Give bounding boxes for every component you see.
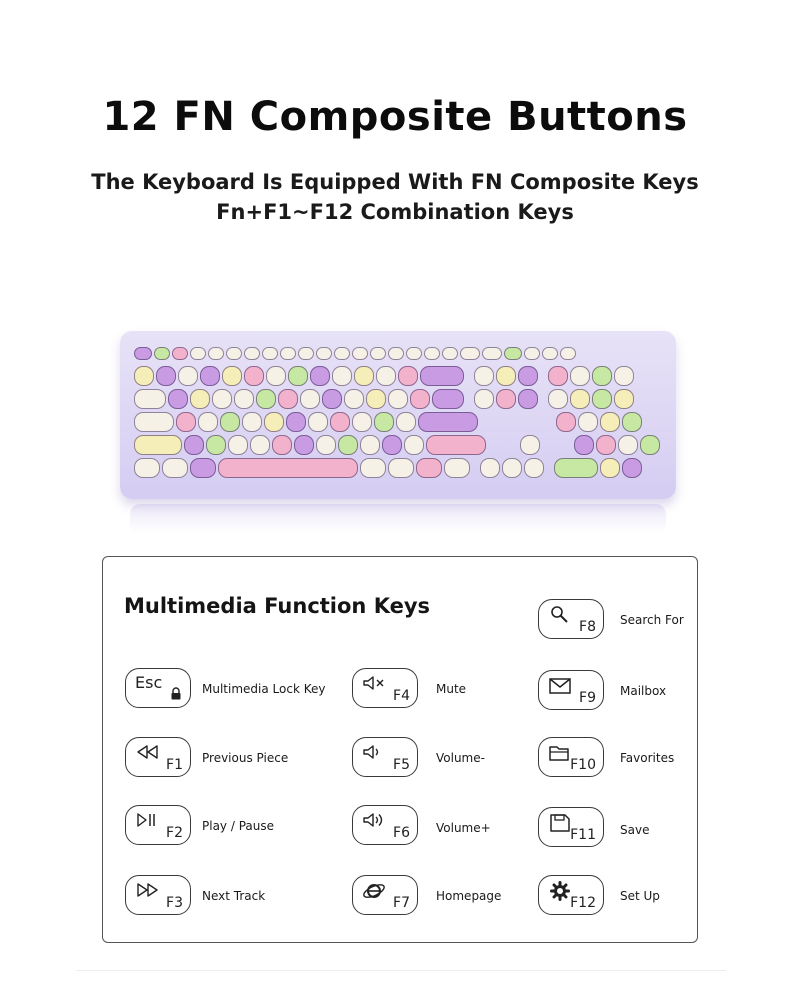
keyboard-key <box>244 366 264 386</box>
volume-down-icon <box>361 742 389 764</box>
keyboard-key <box>280 347 296 360</box>
keyboard-key <box>298 347 314 360</box>
f1-key-code: F1 <box>166 757 183 773</box>
keyboard-key <box>388 347 404 360</box>
keyboard-key <box>460 347 480 360</box>
keyboard-key <box>366 389 386 409</box>
label-f1: Previous Piece <box>202 751 289 765</box>
keyboard-key <box>330 412 350 432</box>
keyboard-key <box>288 366 308 386</box>
key-gap <box>540 366 546 386</box>
keyboard-key <box>200 366 220 386</box>
keyboard-key <box>480 458 500 478</box>
keyboard-key <box>134 458 160 478</box>
f3-key-illustration <box>125 875 191 915</box>
play-pause-icon <box>134 810 162 832</box>
keyboard-key <box>262 347 278 360</box>
keyboard-key <box>206 435 226 455</box>
keyboard-key <box>198 412 218 432</box>
keyboard-key <box>524 458 544 478</box>
keyboard-key <box>418 412 478 432</box>
keyboard-key <box>618 435 638 455</box>
keyboard-key <box>220 412 240 432</box>
keyboard-key <box>218 458 358 478</box>
keyboard-key <box>398 366 418 386</box>
f5-key-illustration <box>352 737 418 777</box>
key-gap <box>540 389 546 409</box>
keyboard-row <box>134 435 664 455</box>
keyboard-key <box>272 435 292 455</box>
keyboard-key <box>228 435 248 455</box>
f11-key-code: F11 <box>570 827 596 843</box>
keyboard-key <box>316 435 336 455</box>
next-track-icon <box>134 880 162 902</box>
keyboard-key <box>134 347 152 360</box>
keyboard-key <box>420 366 464 386</box>
keyboard-key <box>388 458 414 478</box>
keyboard-key <box>208 347 224 360</box>
keyboard-key <box>172 347 188 360</box>
keyboard-key <box>308 412 328 432</box>
keyboard-key <box>316 347 332 360</box>
keyboard-key <box>266 366 286 386</box>
keyboard-key <box>396 412 416 432</box>
keyboard-key <box>388 389 408 409</box>
key-gap <box>546 458 552 478</box>
keyboard-key <box>640 435 660 455</box>
keyboard-key <box>570 389 590 409</box>
keyboard-key <box>570 366 590 386</box>
label-f3: Next Track <box>202 889 266 903</box>
keyboard-key <box>352 347 368 360</box>
keyboard-key <box>222 366 242 386</box>
keyboard-key <box>554 458 598 478</box>
f12-key-illustration <box>538 875 604 915</box>
keyboard-key <box>382 435 402 455</box>
keyboard-key <box>548 389 568 409</box>
keyboard-key <box>156 366 176 386</box>
label-f7: Homepage <box>436 889 502 903</box>
mail-icon <box>547 675 575 697</box>
keyboard-key <box>622 412 642 432</box>
browser-icon <box>361 880 389 902</box>
keyboard-key <box>574 435 594 455</box>
keyboard-key <box>614 389 634 409</box>
keyboard-key <box>190 389 210 409</box>
keyboard-key <box>404 435 424 455</box>
label-f5: Volume- <box>436 751 485 765</box>
keyboard-key <box>134 366 154 386</box>
keyboard-key <box>190 458 216 478</box>
keyboard-key <box>416 458 442 478</box>
f8-key-illustration <box>538 599 604 639</box>
key-gap <box>480 412 554 432</box>
keyboard-key <box>474 366 494 386</box>
keyboard-key <box>596 435 616 455</box>
keyboard-key <box>294 435 314 455</box>
label-f11: Save <box>620 823 650 837</box>
keyboard-row <box>134 347 664 360</box>
lock-icon <box>170 687 182 700</box>
keyboard-key <box>560 347 576 360</box>
f9-key-code: F9 <box>579 690 596 706</box>
keyboard-key <box>444 458 470 478</box>
keyboard-key <box>432 389 464 409</box>
keyboard-key <box>310 366 330 386</box>
keyboard-key <box>250 435 270 455</box>
keyboard-key <box>190 347 206 360</box>
label-f6: Volume+ <box>436 821 491 835</box>
keyboard-key <box>504 347 522 360</box>
keyboard-key <box>134 389 166 409</box>
keyboard-key <box>524 347 540 360</box>
keyboard-key <box>176 412 196 432</box>
keyboard-key <box>134 435 182 455</box>
f6-key-code: F6 <box>393 825 410 841</box>
keyboard-key <box>592 366 612 386</box>
f12-key-code: F12 <box>570 895 596 911</box>
page-title: 12 FN Composite Buttons <box>102 94 688 140</box>
keyboard-key <box>374 412 394 432</box>
keyboard-key <box>322 389 342 409</box>
label-f10: Favorites <box>620 751 675 765</box>
keyboard-key <box>168 389 188 409</box>
f5-key-code: F5 <box>393 757 410 773</box>
f7-key-code: F7 <box>393 895 410 911</box>
keyboard-key <box>344 389 364 409</box>
label-f9: Mailbox <box>620 684 667 698</box>
keyboard-key <box>442 347 458 360</box>
keyboard-key <box>496 366 516 386</box>
keyboard-key <box>376 366 396 386</box>
keyboard-key <box>424 347 440 360</box>
keyboard-row <box>134 458 664 478</box>
keyboard-key <box>354 366 374 386</box>
keyboard-key <box>410 389 430 409</box>
f11-key-illustration <box>538 807 604 847</box>
key-gap <box>466 366 472 386</box>
f8-key-code: F8 <box>579 619 596 635</box>
keyboard-key <box>474 389 494 409</box>
esc-key-code: Esc <box>135 673 163 692</box>
keyboard-key <box>360 458 386 478</box>
keyboard-key <box>496 389 516 409</box>
keyboard-key <box>278 389 298 409</box>
f2-key-illustration <box>125 805 191 845</box>
keyboard-key <box>242 412 262 432</box>
f4-key-code: F4 <box>393 688 410 704</box>
keyboard-key <box>426 435 486 455</box>
subtitle-line-1: The Keyboard Is Equipped With FN Composite Keys <box>91 170 699 194</box>
keyboard-key <box>592 389 612 409</box>
keyboard-key <box>286 412 306 432</box>
keyboard-row <box>134 412 664 432</box>
keyboard-key <box>264 412 284 432</box>
keyboard-key <box>518 389 538 409</box>
keyboard-row <box>134 389 664 409</box>
keyboard-key <box>614 366 634 386</box>
label-f4: Mute <box>436 682 467 696</box>
keyboard-key <box>578 412 598 432</box>
keyboard-keys <box>134 347 664 481</box>
f3-key-code: F3 <box>166 895 183 911</box>
keyboard-key <box>482 347 502 360</box>
bottom-divider <box>76 970 726 971</box>
f7-key-illustration <box>352 875 418 915</box>
keyboard-row <box>134 366 664 386</box>
keyboard-key <box>502 458 522 478</box>
previous-track-icon <box>134 742 162 764</box>
keyboard-reflection <box>130 504 666 534</box>
keyboard-key <box>600 458 620 478</box>
key-gap <box>488 435 518 455</box>
keyboard-key <box>332 366 352 386</box>
panel-title: Multimedia Function Keys <box>124 594 431 618</box>
f10-key-code: F10 <box>570 757 596 773</box>
keyboard-key <box>338 435 358 455</box>
f1-key-illustration <box>125 737 191 777</box>
keyboard-key <box>234 389 254 409</box>
key-gap <box>542 435 572 455</box>
subtitle-line-2: Fn+F1~F12 Combination Keys <box>216 200 574 224</box>
keyboard-image <box>120 331 676 499</box>
keyboard-key <box>226 347 242 360</box>
keyboard-key <box>334 347 350 360</box>
f2-key-code: F2 <box>166 825 183 841</box>
keyboard-key <box>352 412 372 432</box>
f6-key-illustration <box>352 805 418 845</box>
keyboard-key <box>178 366 198 386</box>
keyboard-key <box>300 389 320 409</box>
keyboard-key <box>542 347 558 360</box>
f9-key-illustration <box>538 670 604 710</box>
keyboard-key <box>370 347 386 360</box>
keyboard-key <box>154 347 170 360</box>
label-f8: Search For <box>620 613 684 627</box>
label-f2: Play / Pause <box>202 819 274 833</box>
keyboard-key <box>162 458 188 478</box>
keyboard-key <box>184 435 204 455</box>
key-gap <box>472 458 478 478</box>
search-icon <box>547 604 575 626</box>
f10-key-illustration <box>538 737 604 777</box>
label-esc: Multimedia Lock Key <box>202 682 326 696</box>
key-gap <box>466 389 472 409</box>
keyboard-key <box>622 458 642 478</box>
keyboard-key <box>212 389 232 409</box>
mute-icon <box>361 673 389 695</box>
volume-up-icon <box>361 810 389 832</box>
keyboard-key <box>518 366 538 386</box>
label-f12: Set Up <box>620 889 660 903</box>
esc-key-illustration <box>125 668 191 708</box>
keyboard-key <box>134 412 174 432</box>
keyboard-key <box>244 347 260 360</box>
keyboard-key <box>600 412 620 432</box>
keyboard-key <box>556 412 576 432</box>
keyboard-key <box>360 435 380 455</box>
keyboard-key <box>520 435 540 455</box>
keyboard-key <box>256 389 276 409</box>
keyboard-key <box>406 347 422 360</box>
f4-key-illustration <box>352 668 418 708</box>
keyboard-key <box>548 366 568 386</box>
